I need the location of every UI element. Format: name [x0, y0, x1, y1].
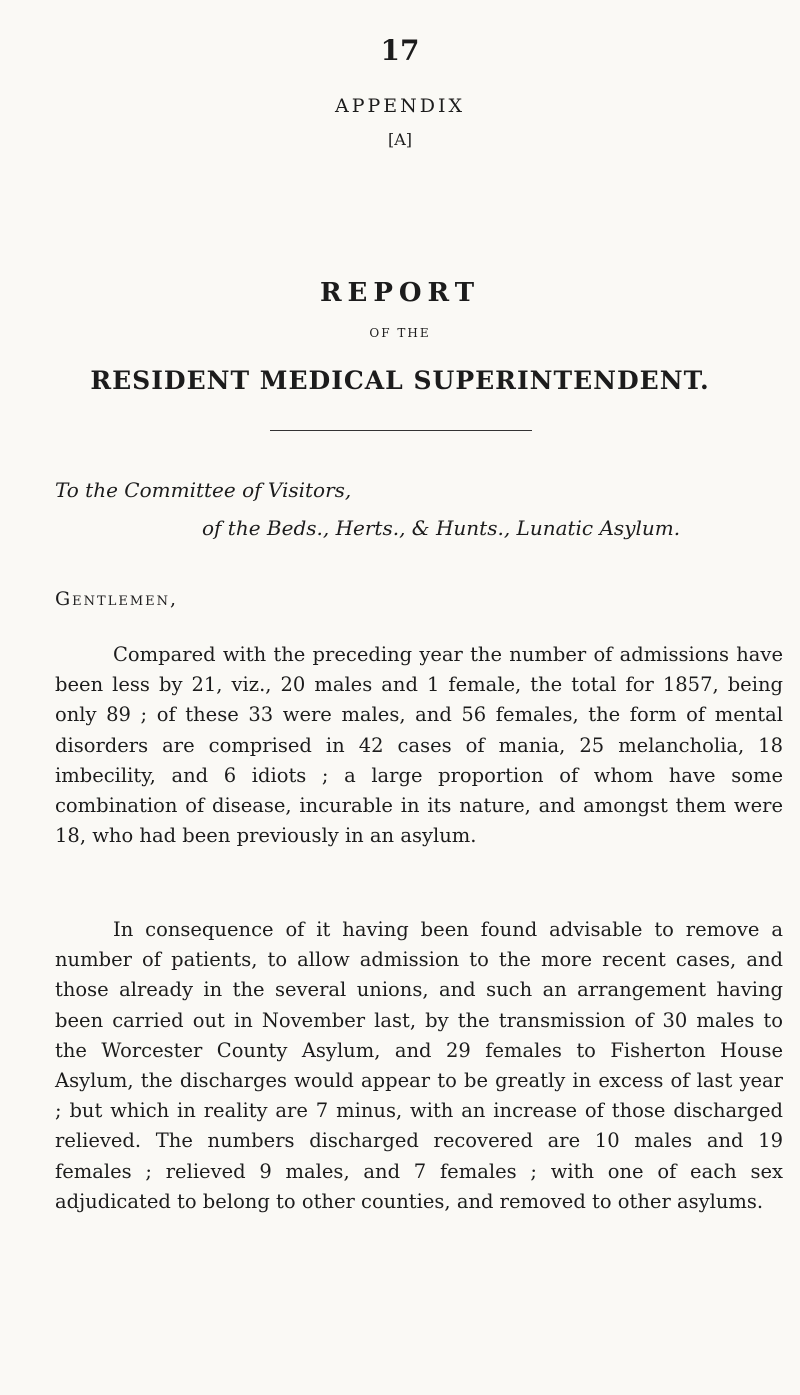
addressee-line-2: of the Beds., Herts., & Hunts., Lunatic Asylum. — [202, 516, 681, 540]
report-heading: REPORT — [319, 278, 481, 308]
appendix-mark: [A] — [387, 130, 413, 149]
report-subtitle: RESIDENT MEDICAL SUPERINTENDENT. — [90, 366, 710, 395]
salutation: Gentlemen, — [55, 588, 179, 610]
paragraph-discharges: In consequence of it having been found advisable to remove a number of patients, to allow admission to the more recent cases, and those already in the several unions, and such an arrangement having been carried out in November last, by the transmission of 30 males to the Worcester County Asylum, and 29 females to Fisherton House Asylum, the discharges would appear to be greatly in excess of last year ; but which in reality are 7 minus, with an increase of those discharged relieved. The numbers discharged recovered are 10 males and 19 females ; relieved 9 males, and 7 females ; with one of each sex adjudicated to belong to other counties, and removed to other asylums. — [55, 918, 783, 1213]
addressee-line-1: To the Committee of Visitors, — [55, 478, 352, 502]
horizontal-rule — [270, 430, 532, 431]
of-the-label: OF THE — [369, 326, 431, 340]
page-number: 17 — [380, 34, 420, 67]
appendix-heading: APPENDIX — [334, 95, 466, 117]
paragraph-admissions: Compared with the preceding year the number of admissions have been less by 21, viz., 20 males and 1 female, the total for 1857, being only 89 ; of these 33 were males, and 56 females, the form of mental disorders are comprised in 42 cases of mania, 25 melancholia, 18 imbecility, and 6 idiots ; a large proportion of whom have some combination of disease, incurable in its nature, and amongst them were 18, who had been previously in an asylum. — [55, 643, 783, 848]
